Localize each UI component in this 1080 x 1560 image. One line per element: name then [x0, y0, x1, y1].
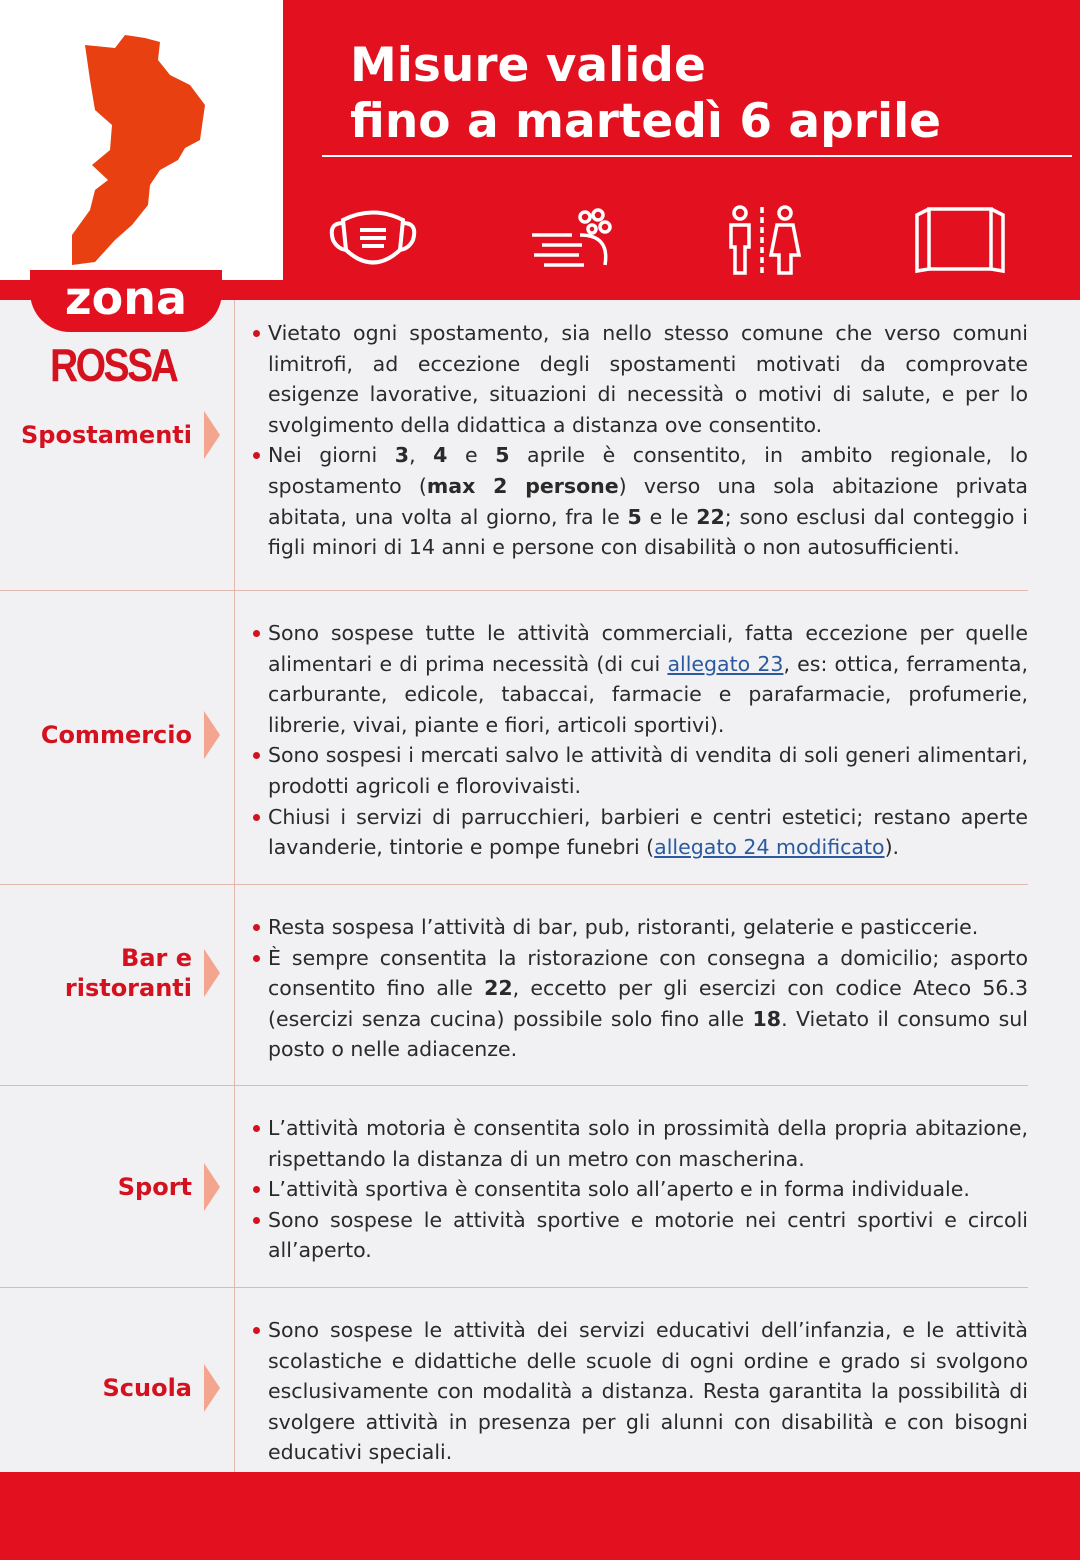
bullet-text: 3 [394, 443, 410, 468]
bullet-text: 22 [484, 976, 513, 1001]
title-line-1: Misure valide [350, 38, 706, 93]
bullet-text: Sono sospese le attività dei servizi educativi dell’infanzia, e le attività scolastiche e didattiche delle scuole di ogni ordine e grado si svolgono esclusivamente con modalità a distanza. Resta garantita la possibilità di svolgere attività in presenza per gli alunni con disabilità e con bisogni educativi speciali. [268, 1318, 1028, 1465]
title-line-2: fino a martedì 6 aprile [350, 94, 942, 149]
page-title [350, 38, 941, 150]
map-panel [0, 0, 283, 280]
allegato-link[interactable]: allegato 24 modificato [654, 835, 885, 860]
bullet-text: aprile è consentito, in ambito regionale, lo spostamento ( [268, 443, 1028, 498]
section-divider [0, 590, 1028, 591]
bullet-text: L’attività motoria è consentita solo in prossimità della propria abitazione, rispettando la distanza di un metro con mascherina. [268, 1116, 1028, 1171]
bullet-text: 5 [627, 504, 642, 529]
bullet-text: e [447, 443, 496, 468]
bullet-text: L’attività sportiva è consentita solo all’aperto e in forma individuale. [268, 1177, 970, 1202]
bullet-text: Nei giorni [268, 443, 395, 468]
section-divider [0, 884, 1028, 885]
bullet-item [268, 740, 1028, 801]
bullet-text: 5 [495, 443, 510, 468]
footer-banner [0, 1472, 1080, 1560]
window-icon [915, 205, 1005, 275]
bullet-item [268, 618, 1028, 740]
calabria-map-icon [0, 0, 283, 280]
arrow-icon [204, 1364, 220, 1412]
bullet-text: Sono sospese tutte le attività commerciali, fatta eccezione per quelle alimentari e di prima necessità (di cui [268, 621, 1028, 676]
section-bullets [268, 318, 1028, 563]
section-bullets [268, 1113, 1028, 1266]
bullet-text: 4 [433, 443, 448, 468]
handwash-icon [530, 205, 620, 275]
section-divider [0, 1085, 1028, 1086]
distance-icon [725, 205, 805, 275]
section-label-commercio: Commercio [40, 721, 192, 749]
arrow-icon [204, 1163, 220, 1211]
bullet-text: e le [641, 504, 697, 529]
bullet-item [268, 318, 1028, 440]
bullet-text: Chiusi i servizi di parrucchieri, barbieri e centri estetici; restano aperte lavanderie, tintorie e pompe funebri ( [268, 804, 1028, 860]
bullet-text: Vietato ogni spostamento, sia nello stesso comune che verso comuni limitrofi, ad eccezione degli spostamenti motivati da comprovate esigenze lavorative, situazioni di necessità o motivi di salute, e per lo svolgimento della didattica a distanza ove consentito. [268, 321, 1028, 437]
section-label-sport: Sport [117, 1173, 192, 1201]
bullet-item [268, 1315, 1028, 1468]
zona-badge: zona [30, 270, 222, 332]
column-divider [234, 300, 235, 1472]
bullet-text: Sono sospese le attività sportive e motorie nei centri sportivi e circoli all’aperto. [268, 1207, 1028, 1263]
bullet-text: max 2 persone [426, 473, 619, 498]
title-divider [322, 155, 1072, 157]
bullet-item [268, 943, 1028, 1065]
section-bullets [268, 912, 1028, 1065]
bullet-text: , es: ottica, ferramenta, carburante, edicole, tabaccai, farmacie e parafarmacie, profumerie, librerie, vivai, piante e fiori, articoli sportivi). [268, 651, 1029, 737]
bullet-item [268, 1113, 1028, 1174]
arrow-icon [204, 711, 220, 759]
bullet-item [268, 1205, 1028, 1266]
bullet-text: . Vietato il consumo sul posto o nelle adiacenze. [268, 1006, 1028, 1062]
bullet-text: ; sono esclusi dal conteggio i figli minori di 14 anni e persone con disabilità o non autosufficienti. [268, 504, 1028, 560]
bullet-text: ). [884, 835, 900, 860]
arrow-icon [204, 949, 220, 997]
bullet-text: 18 [752, 1006, 782, 1031]
mask-icon [328, 205, 418, 275]
section-divider [0, 1287, 1028, 1288]
bullet-text: , eccetto per gli esercizi con codice Ateco 56.3 (esercizi senza cucina) possibile solo fino alle [268, 976, 1028, 1031]
zona-rossa-label: ROSSA [50, 339, 177, 391]
section-bullets [268, 1315, 1028, 1468]
allegato-link[interactable]: allegato 23 [667, 651, 784, 676]
bullet-text: 22 [696, 504, 725, 529]
bullet-item [268, 912, 1028, 943]
icon-row [320, 205, 1020, 275]
bullet-text: , [409, 443, 434, 468]
arrow-icon [204, 411, 220, 459]
section-label-spostamenti: Spostamenti [21, 421, 192, 449]
section-label-bar-e-ristoranti: Bar e ristoranti [64, 944, 192, 1002]
bullet-item [268, 440, 1028, 562]
bullet-item [268, 802, 1028, 863]
bullet-item [268, 1174, 1028, 1205]
section-bullets [268, 618, 1028, 863]
bullet-text: Sono sospesi i mercati salvo le attività di vendita di soli generi alimentari, prodotti agricoli e florovivaisti. [268, 743, 1028, 798]
section-label-scuola: Scuola [102, 1374, 192, 1402]
bullet-text: È sempre consentita la ristorazione con consegna a domicilio; asporto consentito fino alle [268, 945, 1028, 1001]
bullet-text: ) verso una sola abitazione privata abitata, una volta al giorno, fra le [268, 473, 1028, 529]
bullet-text: Resta sospesa l’attività di bar, pub, ristoranti, gelaterie e pasticcerie. [268, 915, 979, 939]
